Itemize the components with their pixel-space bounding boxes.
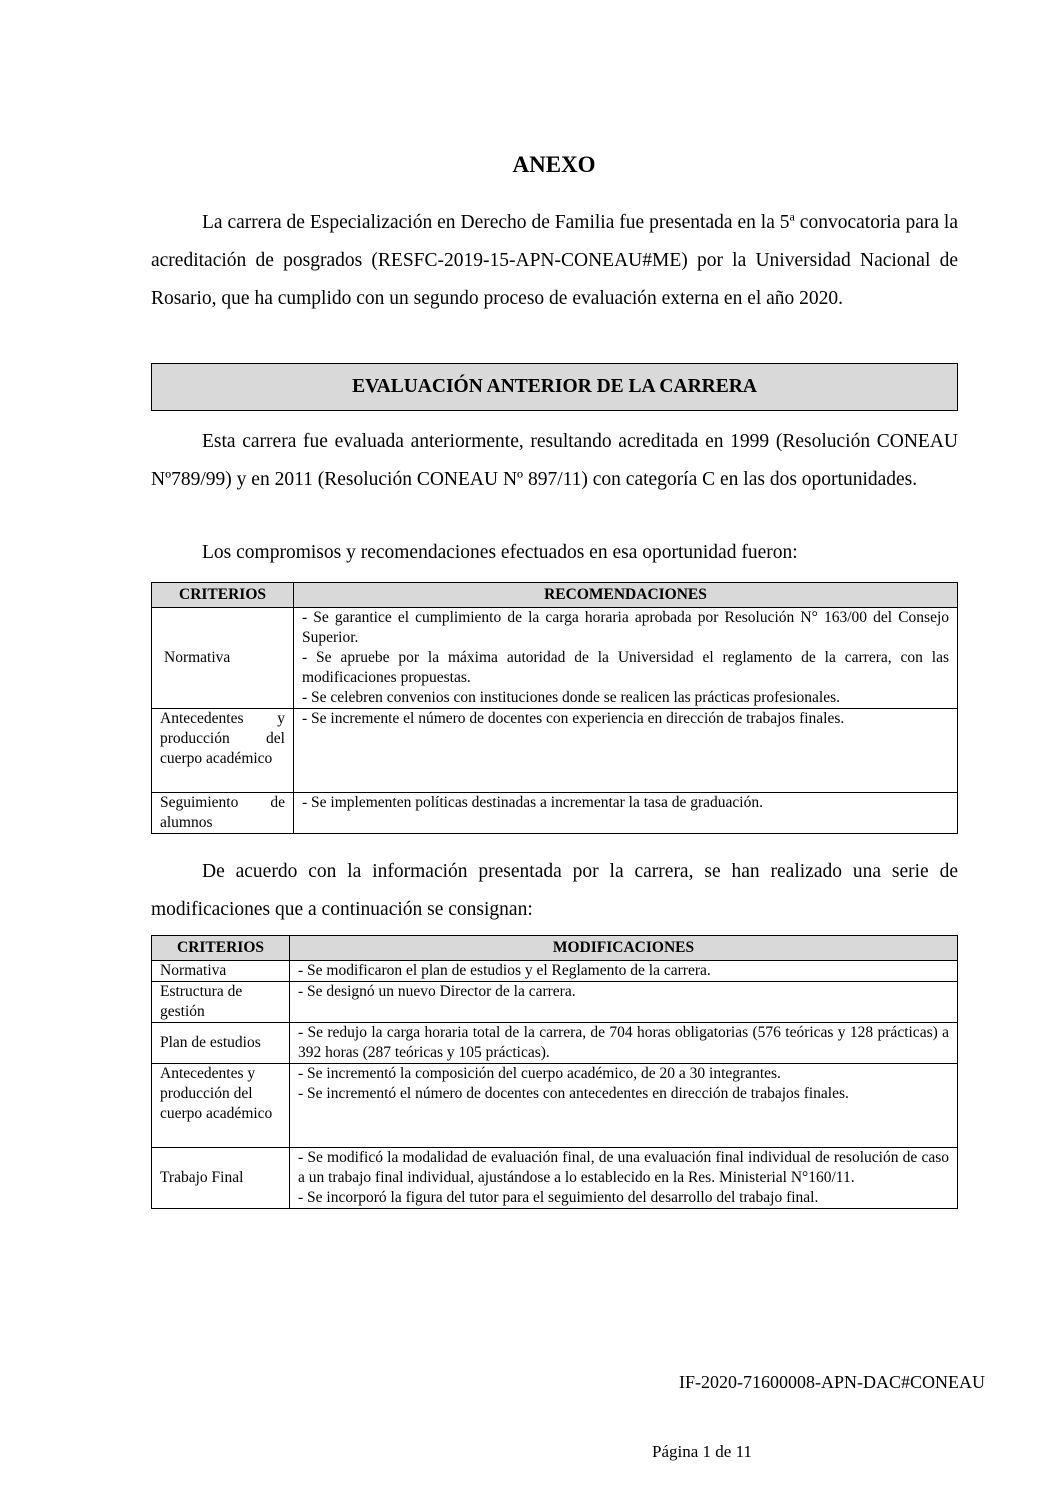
recommendation-item: - Se garantice el cumplimiento de la carga horaria aprobada por Resolución N° 163/00 del Consejo Superior. bbox=[302, 609, 949, 646]
modification-item: - Se incorporó la figura del tutor para el seguimiento del desarrollo del trabajo final. bbox=[298, 1189, 819, 1206]
modification-item: - Se redujo la carga horaria total de la carrera, de 704 horas obligatorias (576 teóricas y 128 prácticas) a 392 horas (287 teóricas y 105 prácticas). bbox=[298, 1024, 949, 1061]
table-row bbox=[152, 608, 958, 709]
table-row bbox=[152, 982, 958, 1023]
recommendation-cell bbox=[294, 709, 958, 793]
modification-cell bbox=[290, 1023, 958, 1064]
table-row bbox=[152, 793, 958, 834]
recommendation-cell bbox=[294, 608, 958, 709]
criteria-header: CRITERIOS bbox=[152, 583, 294, 608]
table-row bbox=[152, 1064, 958, 1148]
modification-cell bbox=[290, 1148, 958, 1209]
table-header-row bbox=[152, 583, 958, 608]
table-row bbox=[152, 1148, 958, 1209]
criterion-cell: Normativa bbox=[152, 608, 294, 709]
intro-paragraph bbox=[151, 204, 958, 318]
commitments-intro: Los compromisos y recomendaciones efectuados en esa oportunidad fueron: bbox=[202, 542, 798, 563]
criterion-cell: Estructura de gestión bbox=[152, 982, 290, 1023]
criterion-cell: Plan de estudios bbox=[152, 1023, 290, 1064]
table-row bbox=[152, 961, 958, 982]
criteria-header: CRITERIOS bbox=[152, 936, 290, 961]
criterion-cell: Normativa bbox=[152, 961, 290, 982]
modifications-table bbox=[151, 935, 958, 1209]
criterion-cell: Antecedentes y producción del cuerpo académico bbox=[152, 1064, 290, 1148]
evaluation-paragraph: Esta carrera fue evaluada anteriormente, resultando acreditada en 1999 (Resolución CONEAU Nº789/99) y en 2011 (Resolución CONEAU Nº 897/11) con categoría C en las dos oportunidades. bbox=[151, 431, 958, 490]
recommendation-item: - Se incremente el número de docentes con experiencia en dirección de trabajos finales. bbox=[302, 710, 845, 727]
intro-ordinal-sup: a bbox=[789, 209, 795, 224]
criterion-cell: Seguimiento de alumnos bbox=[152, 793, 294, 834]
recommendation-item: - Se celebren convenios con instituciones donde se realicen las prácticas profesionales. bbox=[302, 689, 840, 706]
modification-item: - Se designó un nuevo Director de la carrera. bbox=[298, 983, 576, 1000]
modification-item: - Se incrementó el número de docentes con antecedentes en dirección de trabajos finales. bbox=[298, 1085, 849, 1102]
modifications-header: MODIFICACIONES bbox=[290, 936, 958, 961]
recommendations-table bbox=[151, 582, 958, 834]
recommendation-cell bbox=[294, 793, 958, 834]
section-heading: EVALUACIÓN ANTERIOR DE LA CARRERA bbox=[352, 376, 757, 397]
table-row bbox=[152, 1023, 958, 1064]
document-id: IF-2020-71600008-APN-DAC#CONEAU bbox=[679, 1372, 985, 1392]
recommendation-item: - Se implementen políticas destinadas a incrementar la tasa de graduación. bbox=[302, 794, 763, 811]
modifications-intro: De acuerdo con la información presentada por la carrera, se han realizado una serie de modificaciones que a continuación se consignan: bbox=[151, 861, 958, 920]
criterion-cell: Trabajo Final bbox=[152, 1148, 290, 1209]
section-heading-box bbox=[151, 363, 958, 411]
modification-cell bbox=[290, 961, 958, 982]
intro-text-b: convocatoria para la acreditación de posgrados (RESFC-2019-15-APN-CONEAU#ME) por la Universidad Nacional de Rosario, que ha cumplido con un segundo proceso de evaluación externa en el año 2020. bbox=[151, 212, 958, 309]
intro-text-a: La carrera de Especialización en Derecho de Familia fue presentada en la 5 bbox=[202, 212, 790, 233]
table-header-row bbox=[152, 936, 958, 961]
modification-cell bbox=[290, 982, 958, 1023]
recommendations-header: RECOMENDACIONES bbox=[294, 583, 958, 608]
modification-item: - Se modificó la modalidad de evaluación final, de una evaluación final individual de resolución de caso a un trabajo final individual, ajustándose a lo establecido en la Res. Ministerial N°160/11. bbox=[298, 1149, 949, 1186]
modification-item: - Se incrementó la composición del cuerpo académico, de 20 a 30 integrantes. bbox=[298, 1065, 781, 1082]
modification-item: - Se modificaron el plan de estudios y el Reglamento de la carrera. bbox=[298, 962, 711, 979]
recommendation-item: - Se apruebe por la máxima autoridad de la Universidad el reglamento de la carrera, con las modificaciones propuestas. bbox=[302, 649, 949, 686]
modification-cell bbox=[290, 1064, 958, 1148]
criterion-cell: Antecedentes y producción del cuerpo académico bbox=[152, 709, 294, 793]
page-number: Página 1 de 11 bbox=[652, 1442, 752, 1461]
page-title: ANEXO bbox=[512, 152, 596, 177]
table-row bbox=[152, 709, 958, 793]
